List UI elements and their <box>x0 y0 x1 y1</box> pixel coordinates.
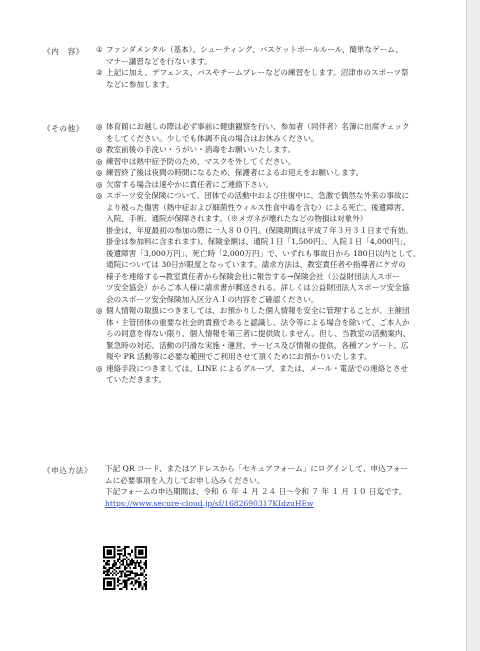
item-line: 掛金は参加料に含まれます)、保険金額は、通院１日「1,500円」、入院１日「4,000円」、 <box>106 237 411 246</box>
item-line: 会のスポーツ安全保険加入区分Ａ１の内容をご確認ください。 <box>106 294 319 304</box>
item-line: 体育館にお越しの際は必ず事前に健康観察を行い、参加者（同伴者）名簿に出席チェック <box>106 122 410 131</box>
item-line: 入院、手術、通院が保障されます。（※メガネが壊れたなどの物損は対象外） <box>106 214 368 223</box>
item-mark: ◎ <box>96 145 103 154</box>
item-line: 報や PR 活動等に必要な範囲でご利用させて頂くためにお預かりいたします。 <box>106 352 372 361</box>
other-item <box>96 363 458 375</box>
item-line: などに参加します。 <box>106 79 174 89</box>
item-line: 掛金は、年度最初の参加の際に一人８００円。(保険期間は平成７年３月３１日まで有効。 <box>106 225 413 235</box>
qr-code <box>103 546 147 590</box>
other-item <box>96 190 458 202</box>
item-line: 練習終了後は夜間の時間になるため、保護者によるお迎えをお願いします。 <box>106 168 364 177</box>
other-item <box>96 144 458 156</box>
item-line: スポーツ安全保険について、団体での活動中および往復中に、急激で偶然な外来の事故に <box>106 191 410 200</box>
item-mark: ◎ <box>96 156 103 166</box>
item-mark: ◎ <box>96 363 103 373</box>
apply-heading: 《申込方法》 <box>43 466 93 475</box>
apply-url-row <box>105 498 458 510</box>
item-line: 様子を連絡する→教室責任者から保険会社に報告する→保険会社（公益財団法人スポー <box>106 271 400 281</box>
item-line: より被った傷害（熱中症および細菌性ウィルス性食中毒を含む）による死亡、後遺障害、 <box>106 202 410 212</box>
item-line: ファンダメンタル（基本）、シューティング、バスケットボールルール、簡単なゲーム、 <box>106 45 403 54</box>
item-line: をしてください。少しでも体調不良の場合はお休みください。 <box>106 133 319 143</box>
item-mark: ◎ <box>96 306 103 315</box>
content-section <box>96 44 458 90</box>
item-line: 連絡手段につきましては、LINE によるグループ、または、メール・電話での連絡とさせ <box>106 363 409 373</box>
item-mark: ◎ <box>96 179 103 189</box>
other-section <box>96 121 458 386</box>
content-item <box>96 67 458 79</box>
item-line: 通院については 30日が限度となっています。請求方法は、教室責任者や指導者にケガの <box>106 260 406 269</box>
other-item <box>96 179 458 191</box>
item-line: マナー講習などを行ないます。 <box>106 56 212 66</box>
secure-form-link[interactable]: https://www.secure-cloud.jp/sf/1682690317KIdzuHEw <box>105 498 314 508</box>
item-line: 後遺障害「3,000万円」、死亡時「2,000万円」で、いずれも事故日から 180日以内として、 <box>106 248 421 258</box>
item-mark: ① <box>96 45 103 54</box>
other-item <box>96 121 458 133</box>
item-line: 上記に加え、デフェンス、パスやチームプレーなどの練習をします。沼津市のスポーツ祭 <box>106 68 409 77</box>
content-item <box>96 44 458 56</box>
item-mark: ◎ <box>96 122 103 131</box>
item-mark: ◎ <box>96 191 103 200</box>
apply-line: ムに必要事項を入力してお申し込みください。 <box>105 475 265 485</box>
item-line: 教室前後の手洗い・うがい・消毒をお願いいたします。 <box>106 145 296 154</box>
other-item <box>96 167 458 179</box>
item-mark: ◎ <box>96 168 103 177</box>
item-line: 欠席する場合は速やかに責任者にご連絡下さい。 <box>106 179 274 189</box>
apply-line: 下記フォームの申込期間は、令和 ６ 年 ４ 月 ２４ 日～令和 ７ 年 １ 月 １０ 日迄です。 <box>105 487 407 496</box>
page-edge <box>466 0 480 651</box>
other-heading: 《その他》 <box>43 124 84 133</box>
apply-line: 下記 QR コード、またはアドレスから「セキュアフォーム」にログインして、申込フォー <box>105 464 409 473</box>
item-line: ツ安全協会）からご本人様に請求書が郵送される。詳しくは公益財団法人スポーツ安全協 <box>106 283 410 292</box>
item-line: らの同意を得ない限り、個人情報を第三者に提供致しません。但し、当教室の活動案内、 <box>106 329 411 338</box>
other-item <box>96 305 458 317</box>
item-line: 体・主管団体の重要な社会的責務であると認識し、法令等による場合を除いて、ご本人か <box>106 317 410 327</box>
other-item <box>96 156 458 168</box>
content-heading: 《内 容》 <box>43 47 84 56</box>
item-line: 練習中は熱中症予防のため、マスクを外してください。 <box>106 156 296 166</box>
item-line: 緊急時の対応、活動の円滑な実施・運営、サービス及び情報の提供、各種アンケート、広 <box>106 340 409 350</box>
item-line: ていただきます。 <box>106 375 167 384</box>
apply-section <box>105 463 458 509</box>
qr-modules <box>103 546 147 590</box>
item-mark: ② <box>96 68 103 77</box>
item-line: 個人情報の取扱につきましては、お預かりした個人情報を安全に管理することが、主催団 <box>106 306 410 315</box>
